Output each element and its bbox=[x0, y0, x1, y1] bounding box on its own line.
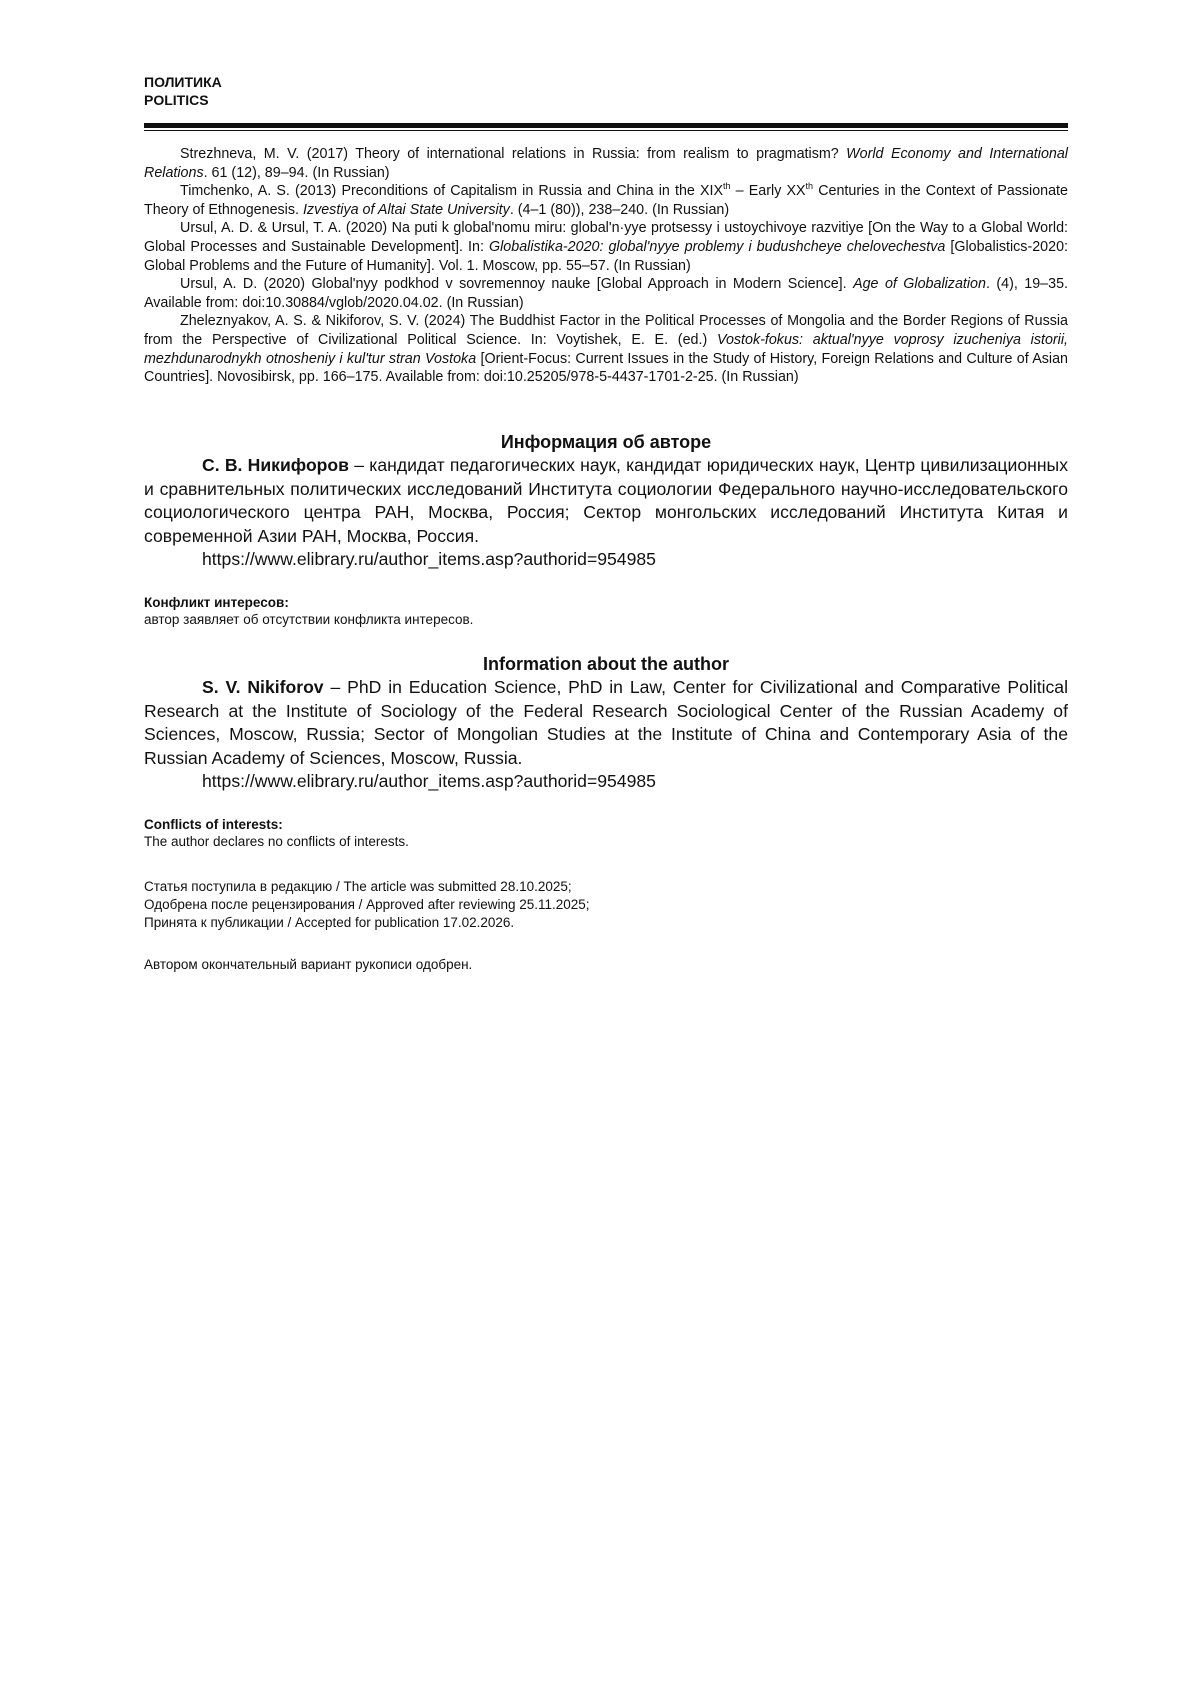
rubric-ru: ПОЛИТИКА bbox=[144, 74, 222, 90]
author-description: С. В. Никифоров – кандидат педагогических наук, кандидат юридических наук, Центр цивилизационных и сравнительных политических исследований Института социологии Федерального научно-исследовательского социологического центра РАН, Москва, Россия; Сектор монгольских исследований Института Китая и современной Азии РАН, Москва, Россия. bbox=[144, 455, 1068, 546]
author-info-ru bbox=[144, 430, 1068, 572]
date-submitted: Статья поступила в редакцию / The article was submitted 28.10.2025; bbox=[144, 879, 572, 894]
date-approved: Одобрена после рецензирования / Approved after reviewing 25.11.2025; bbox=[144, 897, 590, 912]
conflict-text: The author declares no conflicts of interests. bbox=[144, 834, 409, 849]
author-name: С. В. Никифоров bbox=[202, 455, 349, 475]
reference-list bbox=[144, 145, 1068, 387]
reference-item: Zheleznyakov, A. S. & Nikiforov, S. V. (2024) The Buddhist Factor in the Political Processes of Mongolia and the Border Regions of Russia from the Perspective of Civilizational Political Science. In: Voytishek, E. E. (ed.) Vostok-fokus: aktual'nyye voprosy izucheniya istorii, mezhdunarodnykh otnosheniy i kul'tur stran Vostoka [Orient-Focus: Current Issues in the Study of History, Foreign Relations and Culture of Asian Countries]. Novosibirsk, pp. 166–175. Available from: doi:10.25205/978-5-4437-1701-2-25. (In Russian) bbox=[144, 313, 1069, 386]
author-profile-link[interactable]: https://www.elibrary.ru/author_items.asp?authorid=954985 bbox=[202, 771, 656, 791]
author-info-en bbox=[144, 652, 1068, 794]
conflict-text: автор заявляет об отсутствии конфликта интересов. bbox=[144, 612, 474, 627]
reference-item: Strezhneva, M. V. (2017) Theory of international relations in Russia: from realism to pragmatism? World Economy and International Relations. 61 (12), 89–94. (In Russian) bbox=[144, 146, 1068, 181]
date-accepted: Принята к публикации / Accepted for publication 17.02.2026. bbox=[144, 915, 515, 930]
article-dates bbox=[144, 878, 590, 932]
rubric-en: POLITICS bbox=[144, 92, 209, 108]
reference-item: Ursul, A. D. & Ursul, T. A. (2020) Na puti k global'nomu miru: global'n·yye protsessy i ustoychivoye razvitiye [On the Way to a Global World: Global Processes and Sustainable Development]. In: Globalistika-2020: global'nyye problemy i budushcheye chelovechestva [Globalistics-2020: Global Problems and the Future of Humanity]. Vol. 1. Moscow, pp. 55–57. (In Russian) bbox=[144, 220, 1068, 274]
section-title: Information about the author bbox=[483, 654, 729, 674]
reference-item: Ursul, A. D. (2020) Global'nyy podkhod v sovremennoy nauke [Global Approach in Modern Science]. Age of Globalization. (4), 19–35. Available from: doi:10.30884/vglob/2020.04.02. (In Russian) bbox=[144, 276, 1068, 311]
section-title: Информация об авторе bbox=[500, 432, 712, 452]
journal-rubric bbox=[144, 73, 222, 109]
conflict-heading: Конфликт интересов: bbox=[144, 595, 289, 610]
header-rule-thin bbox=[144, 130, 1068, 131]
conflict-heading: Conflicts of interests: bbox=[144, 817, 283, 832]
header-rule-thick bbox=[144, 123, 1068, 128]
final-approval-note: Автором окончательный вариант рукописи одобрен. bbox=[144, 957, 473, 972]
reference-item: Timchenko, A. S. (2013) Preconditions of Capitalism in Russia and China in the XIXth – Early XXth Centuries in the Context of Passionate Theory of Ethnogenesis. Izvestiya of Altai State University. (4–1 (80)), 238–240. (In Russian) bbox=[144, 181, 1068, 218]
conflict-of-interest-ru bbox=[144, 594, 473, 628]
author-profile-link[interactable]: https://www.elibrary.ru/author_items.asp?authorid=954985 bbox=[202, 549, 656, 569]
author-description: S. V. Nikiforov – PhD in Education Science, PhD in Law, Center for Civilizational and Comparative Political Research at the Institute of Sociology of the Federal Research Sociological Center of the Russian Academy of Sciences, Moscow, Russia; Sector of Mongolian Studies at the Institute of China and Contemporary Asia of the Russian Academy of Sciences, Moscow, Russia. bbox=[144, 677, 1068, 768]
conflict-of-interest-en bbox=[144, 816, 409, 850]
author-name: S. V. Nikiforov bbox=[202, 677, 324, 697]
